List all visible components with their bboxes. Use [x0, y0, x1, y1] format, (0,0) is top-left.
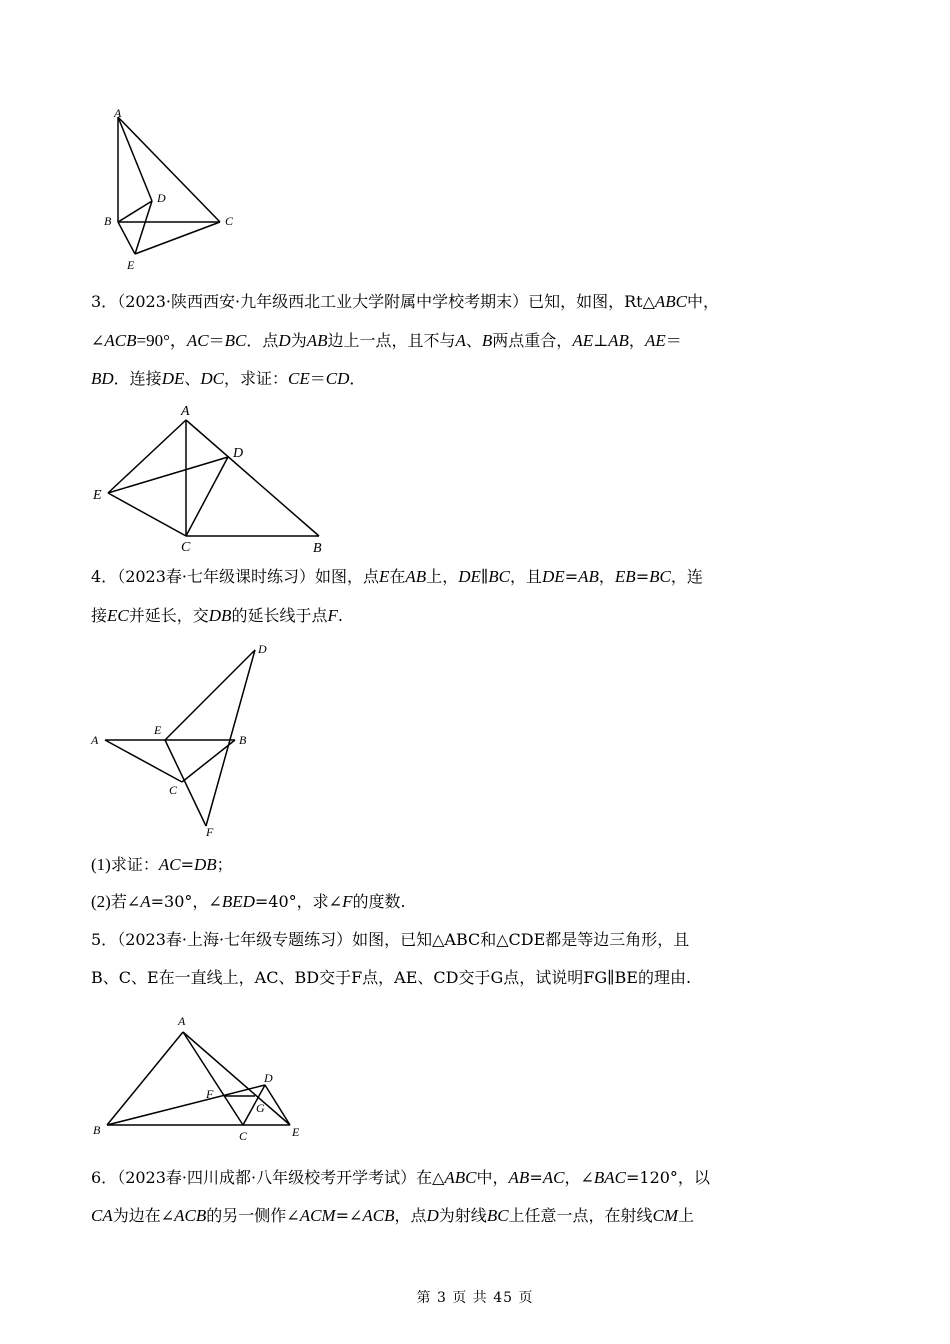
- label-A: A: [181, 404, 190, 419]
- label-A: A: [114, 106, 122, 120]
- label-F: F: [206, 825, 214, 839]
- label-B: B: [93, 1123, 101, 1137]
- label-D: D: [157, 191, 166, 205]
- figure-q2: [95, 105, 245, 275]
- figure-q3: [85, 400, 335, 560]
- q3-line2: ∠ACB=90°，AC＝BC．点D为AB边上一点，且不与A、B两点重合，AE⊥AB，AE＝: [91, 331, 682, 350]
- q6-line1: 6．（2023春·四川成都·八年级校考开学考试）在△ABC中，AB=AC，∠BAC=120°，以: [91, 1168, 710, 1187]
- label-C: C: [169, 783, 178, 797]
- q6-line2: CA为边在∠ACB的另一侧作∠ACM=∠ACB，点D为射线BC上任意一点，在射线CM上: [91, 1206, 695, 1225]
- label-C: C: [181, 540, 191, 555]
- label-A: A: [91, 733, 99, 747]
- label-E: E: [93, 488, 102, 503]
- label-E: E: [292, 1125, 300, 1139]
- label-C: C: [225, 214, 234, 228]
- label-C: C: [239, 1129, 248, 1143]
- label-G: G: [256, 1101, 265, 1115]
- q5-line1: 5．（2023春·上海·七年级专题练习）如图，已知△ABC和△CDE都是等边三角形，且: [91, 930, 690, 949]
- q4-line2: 接EC并延长，交DB的延长线于点F.: [91, 606, 343, 625]
- label-B: B: [239, 733, 247, 747]
- figure-q5: [85, 1010, 315, 1145]
- label-A: A: [178, 1014, 186, 1028]
- q5-line2: B、C、E在一直线上，AC、BD交于F点，AE、CD交于G点，试说明FG∥BE的理由.: [91, 968, 692, 987]
- label-F: F: [206, 1087, 214, 1101]
- label-D: D: [258, 642, 267, 656]
- q4-sub1: (1)求证：AC=DB；: [91, 855, 233, 874]
- label-B: B: [313, 541, 322, 556]
- label-B: B: [104, 214, 112, 228]
- q4-sub2: (2)若∠A=30°，∠BED=40°，求∠F的度数.: [91, 892, 406, 911]
- q3-line3: BD．连接DE、DC，求证：CE＝CD．: [91, 369, 366, 388]
- label-D: D: [233, 446, 244, 461]
- figure-q4: [85, 635, 285, 845]
- label-D: D: [264, 1071, 273, 1085]
- q4-line1: 4．（2023春·七年级课时练习）如图，点E在AB上，DE∥BC，且DE=AB，EB=BC，连: [91, 567, 703, 586]
- q3-line1: 3．（2023·陕西西安·九年级西北工业大学附属中学校考期末）已知，如图，Rt△ABC中，: [91, 292, 720, 311]
- label-E: E: [127, 258, 135, 272]
- page-footer: 第 3 页 共 45 页: [416, 1290, 534, 1306]
- label-E: E: [154, 723, 162, 737]
